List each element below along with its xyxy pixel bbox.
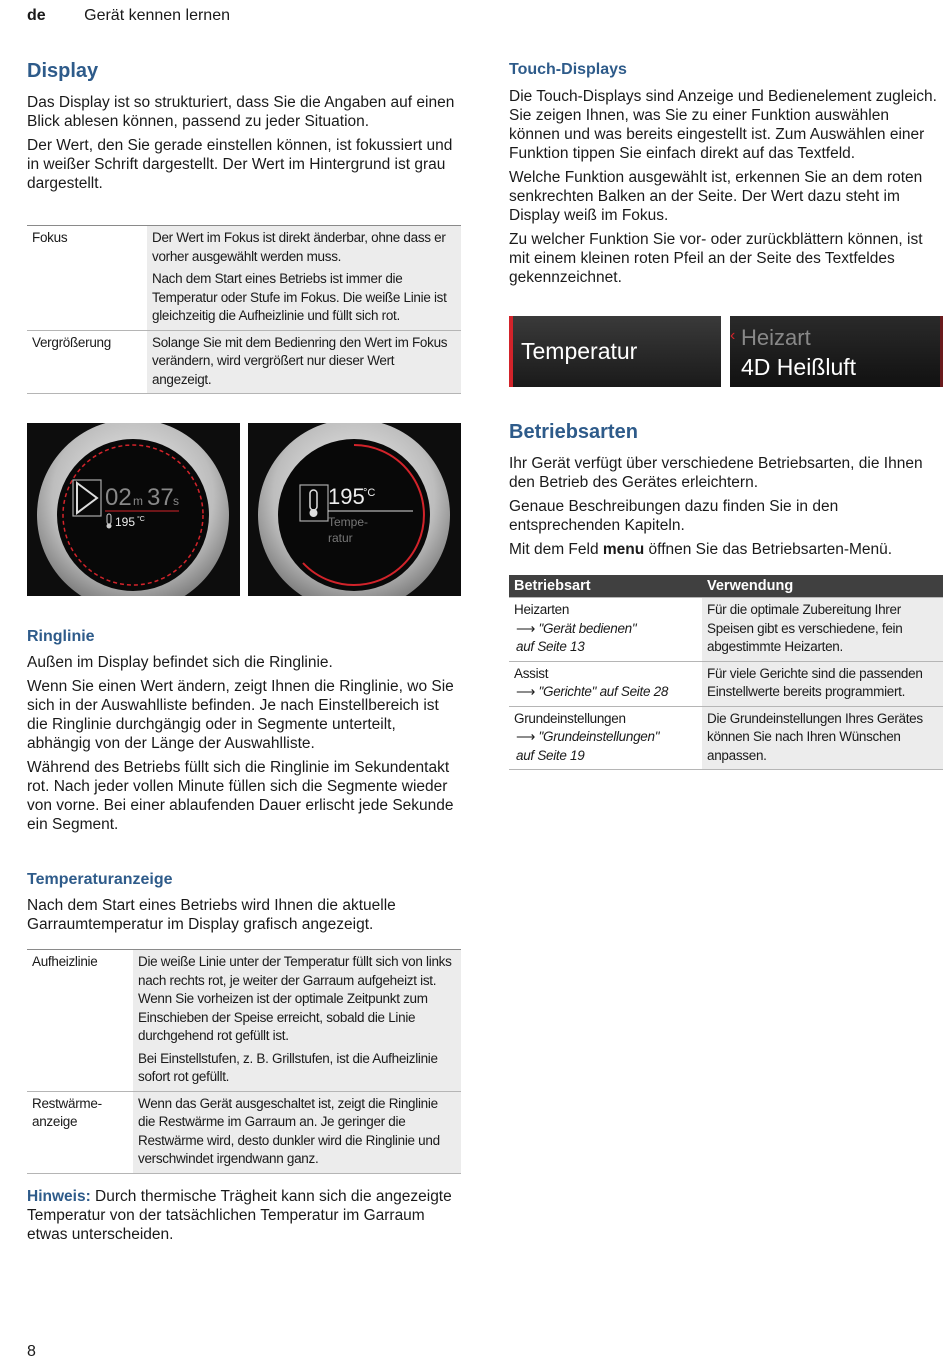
arrow-right-icon: ⟶ [516, 729, 539, 744]
reference-text: "Grundeinstellungen" [538, 729, 660, 744]
touch-section [509, 61, 943, 292]
table-value-text: Wenn das Gerät ausgeschaltet ist, zeigt die Ringlinie die Restwärme im Garraum an. Je geringer die Restwärme wird, desto dunkler wird die Ringlinie und verschwindet irgendwann ganz. [138, 1095, 440, 1166]
panel-edge [940, 316, 943, 387]
display-paragraph-2: Der Wert, den Sie gerade einstellen können, ist fokussiert und in weißer Schrift dargestellt. Der Wert im Hintergrund ist grau dargestellt. [27, 137, 453, 192]
reference-text: "Gerät bedienen" [538, 620, 637, 636]
table-row [509, 598, 943, 662]
timer-s: s [173, 494, 179, 508]
dial-image-temperature [248, 423, 461, 596]
table-key: Aufheizlinie [27, 950, 133, 1092]
dial2-unit: °C [363, 487, 376, 499]
dial1-unit: °C [137, 516, 145, 523]
display-table-wrap [27, 225, 461, 394]
table-key: Restwärme-anzeige [27, 1091, 133, 1173]
touch-panel-1-label: Temperatur [521, 338, 638, 364]
p3-menu: menu [602, 541, 645, 558]
arrow-right-icon: ⟶ [516, 620, 539, 636]
table-header-row [509, 575, 943, 598]
display-section [27, 60, 461, 198]
mode-cell [509, 706, 702, 770]
table-row [27, 1091, 461, 1173]
ringlinie-section [27, 628, 461, 839]
touch-panel-heizart [730, 316, 943, 387]
table-row [509, 661, 943, 706]
betriebsarten-paragraph-3 [509, 540, 943, 559]
dial2-temp: 195 [328, 484, 365, 509]
temperaturanzeige-table [27, 949, 461, 1174]
language-code: de [27, 7, 46, 24]
col-verwendung: Verwendung [702, 575, 943, 598]
table-row [509, 706, 943, 770]
mode-cell [509, 661, 702, 706]
arrow-right-icon: ⟶ [516, 684, 539, 699]
timer-minutes: 02 [105, 484, 132, 511]
chapter-title: Gerät kennen lernen [84, 7, 230, 24]
dial-temp-graphic [248, 423, 461, 596]
ringlinie-paragraph-3: Während des Betriebs füllt sich die Ringlinie im Sekundentakt rot. Nach jeder vollen Minute füllen sich die Segmente wieder von vorne. Bei einer ablaufenden Dauer erlischt jede Sekunde ein Segment. [27, 759, 454, 833]
betriebsarten-table-wrap [509, 575, 943, 770]
table-value [147, 226, 461, 331]
hinweis-text: Durch thermische Trägheit kann sich die angezeigte Temperatur von der tatsächlichen Temperatur im Garraum etwas unterscheiden. [27, 1188, 452, 1243]
temperaturanzeige-section [27, 871, 461, 939]
p3-post: öffnen Sie das Betriebsarten-Menü. [644, 541, 893, 558]
mode-reference[interactable] [514, 620, 697, 639]
timer-seconds: 37 [147, 484, 174, 511]
display-table [27, 225, 461, 394]
touch-panel-temperatur [509, 316, 721, 387]
table-value-text: Bei Einstellstufen, z. B. Grillstufen, ist die Aufheizlinie sofort rot gefüllt. [138, 1050, 438, 1084]
table-value [133, 1091, 461, 1173]
mode-usage: Für die optimale Zubereitung Ihrer Speisen gibt es verschiedene, fein abgestimmte Heizarten. [702, 598, 943, 662]
display-paragraph-1: Das Display ist so strukturiert, dass Sie die Angaben auf einen Blick ablesen können, passend zu jeder Situation. [27, 94, 455, 130]
p3-pre: Mit dem Feld [509, 541, 603, 558]
dial1-temp: 195 [115, 515, 136, 529]
mode-name: Grundeinstellungen [514, 710, 626, 726]
ringlinie-paragraph-1: Außen im Display befindet sich die Ringlinie. [27, 654, 333, 671]
col-betriebsart: Betriebsart [509, 575, 702, 598]
table-value-text: Der Wert im Fokus ist direkt änderbar, ohne dass er vorher ausgewählt werden muss. [152, 230, 446, 264]
mode-reference[interactable] [514, 683, 697, 702]
dial2-label-2: ratur [328, 531, 353, 545]
temperaturanzeige-table-wrap [27, 949, 461, 1174]
reference-page: auf Seite 19 [516, 747, 585, 763]
touch-paragraph-1: Die Touch-Displays sind Anzeige und Bedienelement zugleich. Sie zeigen Ihnen, was Sie zu einer Funktion auswählen können und was bereits eingestellt ist. Zum Auswählen einer Funktion tippen Sie einfach direkt auf das Textfeld. [509, 88, 937, 162]
mode-reference[interactable] [514, 728, 697, 747]
dial-image-timer [27, 423, 240, 596]
mode-name: Assist [514, 665, 549, 681]
touch-paragraph-2: Welche Funktion ausgewählt ist, erkennen Sie an dem roten senkrechten Balken an der Seite. Der Wert dazu steht im Display weiß im Fokus. [509, 169, 923, 224]
hinweis-note [27, 1187, 461, 1249]
table-row [27, 330, 461, 394]
table-value-text: Die weiße Linie unter der Temperatur füllt sich von links nach rechts rot, je weiter der Garraum aufgeheizt ist. Wenn Sie vorheizen ist der optimale Zeitpunkt zum Einschieben der Speise erreicht, sobald die Linie durchgehend rot gefüllt ist. [138, 954, 452, 1043]
dial-timer-graphic [27, 423, 240, 596]
betriebsarten-paragraph-2: Genaue Beschreibungen dazu finden Sie in den entsprechenden Kapiteln. [509, 498, 839, 534]
mode-usage: Für viele Gerichte sind die passenden Einstellwerte bereits programmiert. [702, 661, 943, 706]
table-value [133, 950, 461, 1092]
touch-paragraph-3: Zu welcher Funktion Sie vor- oder zurückblättern können, ist mit einem kleinen roten Pfeil an der Seite des Textfeldes gekennzeichnet. [509, 231, 923, 286]
mode-name: Heizarten [514, 602, 570, 617]
touch-panel-2-bottom: 4D Heißluft [741, 354, 857, 380]
reference-text: "Gerichte" auf Seite 28 [538, 684, 669, 699]
timer-m: m [133, 494, 143, 508]
table-row [27, 950, 461, 1092]
mode-usage: Die Grundeinstellungen Ihres Gerätes können Sie nach Ihren Wünschen anpassen. [702, 706, 943, 770]
chevron-left-icon: ‹ [730, 327, 736, 344]
reference-page: auf Seite 13 [516, 639, 585, 654]
ringlinie-paragraph-2: Wenn Sie einen Wert ändern, zeigt Ihnen die Ringlinie, wo Sie sich in der Auswahlliste befinden. Je nach Einstellbereich ist die Ringlinie durchgängig oder in Segmente unterteilt, abhängig von der Länge der Auswahlliste. [27, 678, 454, 752]
betriebsarten-paragraph-1: Ihr Gerät verfügt über verschiedene Betriebsarten, die Ihnen den Betrieb des Gerätes erleichtern. [509, 455, 923, 491]
hinweis-label: Hinweis: [27, 1188, 91, 1205]
table-key: Fokus [27, 226, 147, 331]
betriebsarten-table [509, 575, 943, 770]
betriebsarten-heading: Betriebsarten [509, 421, 638, 443]
table-value-text: Solange Sie mit dem Bedienring den Wert im Fokus verändern, wird vergrößert nur dieser Wert angezeigt. [152, 334, 448, 387]
page-number: 8 [27, 1343, 36, 1360]
selection-bar [509, 316, 513, 387]
temperaturanzeige-paragraph: Nach dem Start eines Betriebs wird Ihnen die aktuelle Garraumtemperatur im Display grafisch angezeigt. [27, 897, 396, 933]
temperaturanzeige-heading: Temperaturanzeige [27, 871, 173, 888]
dial2-label-1: Tempe- [328, 515, 369, 529]
table-row [27, 226, 461, 331]
table-value-text: Nach dem Start eines Betriebs ist immer die Temperatur oder Stufe im Fokus. Die weiße Linie ist gleichzeitig die Aufheizlinie und füllt sich rot. [152, 271, 447, 323]
table-key: Vergrößerung [27, 330, 147, 394]
touch-heading: Touch-Displays [509, 61, 627, 78]
display-heading: Display [27, 60, 99, 82]
ringlinie-heading: Ringlinie [27, 628, 95, 645]
mode-cell [509, 598, 702, 662]
table-value [147, 330, 461, 394]
betriebsarten-section [509, 421, 943, 564]
page-header [27, 7, 230, 25]
touch-panel-2-top: Heizart [741, 325, 811, 350]
